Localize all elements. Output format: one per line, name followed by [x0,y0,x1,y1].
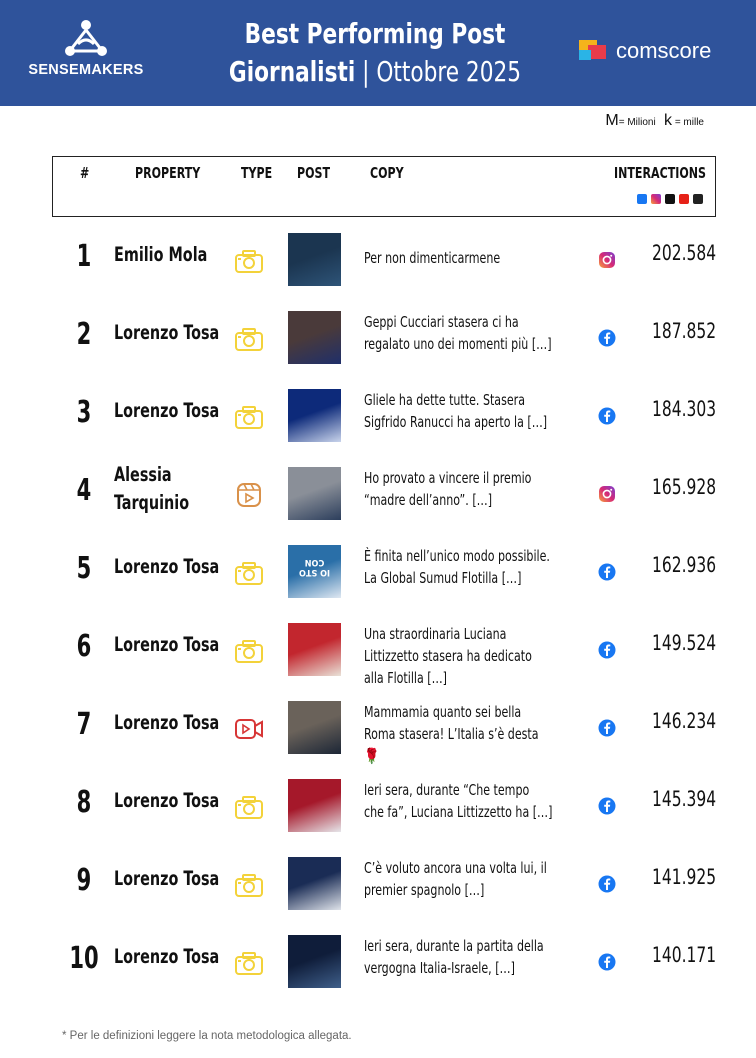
title-line-2 [207,54,542,90]
post-thumbnail[interactable] [288,467,341,520]
post-copy [364,247,569,269]
rank-number: 2 [76,317,92,352]
property-name-line: Emilio Mola [114,243,208,266]
facebook-icon [637,194,647,204]
post-copy [364,779,569,823]
post-copy [364,935,569,979]
post-copy [364,857,569,901]
post-copy-line: Ho provato a vincere il premio [364,469,532,487]
property-name [114,553,220,581]
photo-icon [234,637,264,665]
interactions-value: 202.584 [651,241,716,265]
photo-icon [234,949,264,977]
photo-icon [234,559,264,587]
photo-icon [234,403,264,431]
video-icon [234,715,264,743]
post-thumbnail[interactable] [288,935,341,988]
property-name-line: Lorenzo Tosa [114,945,220,968]
facebook-icon [598,875,616,893]
post-copy-line: Mammamia quanto sei bella [364,703,522,721]
property-name [114,709,220,737]
post-copy [364,389,569,433]
post-copy [364,467,569,511]
post-copy [364,311,569,355]
post-copy-line: Ieri sera, durante la partita della [364,937,544,955]
property-name-line: Tarquinio [114,491,190,514]
post-copy-line: alla Flotilla […] [364,669,447,687]
interactions-value: 149.524 [651,631,716,655]
post-thumbnail[interactable] [288,233,341,286]
column-interactions: INTERACTIONS [614,164,706,182]
post-copy-line: Littizzetto stasera ha dedicato [364,647,532,665]
title-category: Giornalisti [228,55,356,88]
rank-number: 4 [76,473,92,508]
photo-icon [234,247,264,275]
interactions-value: 165.928 [651,475,716,499]
table-row [52,381,722,459]
unit-legend [605,112,704,130]
property-name-line: Lorenzo Tosa [114,321,220,344]
interactions-value: 162.936 [651,553,716,577]
post-copy-line: Per non dimenticarmene [364,249,501,267]
interactions-value: 187.852 [651,319,716,343]
post-thumbnail[interactable] [288,311,341,364]
column-property: PROPERTY [135,164,201,182]
sensemakers-wordmark: SENSEMAKERS [28,62,144,78]
interactions-value: 146.234 [651,709,716,733]
photo-icon [234,793,264,821]
rank-number: 3 [76,395,92,430]
post-copy-line: Gliele ha dette tutte. Stasera [364,391,525,409]
instagram-icon [598,485,616,503]
legend-m-symbol: M [605,112,619,129]
post-thumbnail[interactable] [288,623,341,676]
facebook-icon [598,329,616,347]
facebook-icon [598,563,616,581]
post-thumbnail[interactable] [288,857,341,910]
post-copy-line: È finita nell’unico modo possibile. [364,547,550,565]
rank-number: 5 [76,551,92,586]
facebook-icon [598,953,616,971]
property-name [114,241,212,269]
table-row [52,693,722,771]
post-copy-line: che fa”, Luciana Littizzetto ha […] [364,803,553,821]
instagram-icon [598,251,616,269]
title-line-1: Best Performing Post [244,17,506,50]
network-icons [637,194,703,204]
column-rank: # [80,164,90,182]
property-name-line: Alessia [114,463,172,486]
reel-icon [234,481,264,509]
sensemakers-logo [16,18,156,88]
table-row [52,225,722,303]
post-copy-line: Sigfrido Ranucci ha aperto la […] [364,413,548,431]
property-name-line: Lorenzo Tosa [114,867,220,890]
interactions-value: 141.925 [651,865,716,889]
page-title [180,14,570,90]
property-name [114,319,220,347]
table-row [52,459,722,537]
title-period: Ottobre 2025 [376,55,522,88]
post-copy-line: vergogna Italia-Israele, […] [364,959,515,977]
table-row [52,927,722,1005]
rank-number: 9 [76,863,92,898]
rank-number: 10 [69,941,99,976]
post-copy-line: “madre dell’anno”. […] [364,491,493,509]
facebook-icon [598,407,616,425]
property-name [114,397,220,425]
interactions-value: 184.303 [651,397,716,421]
property-name-line: Lorenzo Tosa [114,633,220,656]
rank-number: 8 [76,785,92,820]
table-row [52,537,722,615]
post-thumbnail[interactable] [288,389,341,442]
table-header [52,156,716,217]
youtube-icon [679,194,689,204]
column-post: POST [297,164,331,182]
post-copy-line: C’è voluto ancora una volta lui, il [364,859,547,877]
post-copy-line: regalato uno dei momenti più […] [364,335,552,353]
facebook-icon [598,641,616,659]
table-row [52,303,722,381]
comscore-wordmark: comscore [616,38,712,63]
post-copy [364,701,569,767]
photo-icon [234,871,264,899]
thumbnail-caption: IO STO CON [299,557,330,577]
property-name [114,787,220,815]
property-name-line: Lorenzo Tosa [114,711,220,734]
property-name-line: Lorenzo Tosa [114,399,220,422]
post-copy-line: Geppi Cucciari stasera ci ha [364,313,519,331]
post-copy-line: 🌹 [364,747,380,765]
instagram-icon [651,194,661,204]
property-name [114,865,220,893]
photo-icon [234,325,264,353]
property-name [114,631,220,659]
facebook-icon [598,719,616,737]
post-copy-line: La Global Sumud Flotilla […] [364,569,522,587]
table-row [52,849,722,927]
interactions-value: 145.394 [651,787,716,811]
post-copy [364,623,569,689]
rank-number: 6 [76,629,92,664]
column-copy: COPY [370,164,404,182]
x-icon [665,194,675,204]
interactions-value: 140.171 [651,943,716,967]
tiktok-icon [693,194,703,204]
legend-k-text: = mille [674,117,704,128]
rank-number: 1 [76,239,92,274]
footnote: * Per le definizioni leggere la nota metodologica allegata. [62,1030,352,1042]
post-copy [364,545,569,589]
facebook-icon [598,797,616,815]
header-banner [0,0,756,106]
property-name [114,943,220,971]
post-thumbnail[interactable] [288,779,341,832]
property-name-line: Lorenzo Tosa [114,555,220,578]
column-type: TYPE [241,164,273,182]
sensemakers-mark-icon [64,18,108,58]
property-name [114,461,212,517]
table-row [52,615,722,693]
rank-number: 7 [76,707,92,742]
post-copy-line: Ieri sera, durante “Che tempo [364,781,530,799]
legend-m-text: = Milioni [618,117,656,128]
legend-k-symbol: k [664,112,673,129]
post-copy-line: Roma stasera! L’Italia s’è desta [364,725,539,743]
property-name-line: Lorenzo Tosa [114,789,220,812]
post-copy-line: Una straordinaria Luciana [364,625,507,643]
post-copy-line: premier spagnolo […] [364,881,485,899]
post-thumbnail[interactable] [288,701,341,754]
table-row [52,771,722,849]
post-thumbnail[interactable] [288,545,341,598]
comscore-mark-icon [576,36,610,66]
title-separator: | [355,55,377,88]
